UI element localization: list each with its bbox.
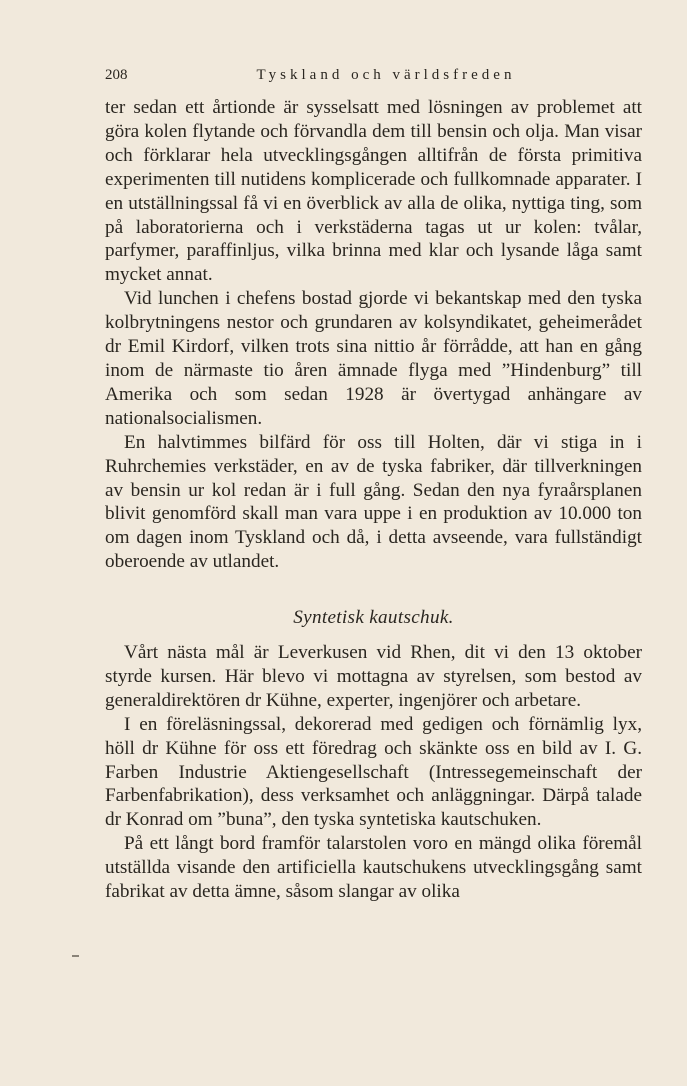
margin-mark bbox=[72, 955, 79, 957]
paragraph: Vårt nästa mål är Leverkusen vid Rhen, dit vi den 13 oktober styrde kursen. Här blevo vi mottagna av styrelsen, som bestod av generaldirektören dr Kühne, experter, ingenjörer och arbetare. bbox=[105, 642, 642, 711]
page-number: 208 bbox=[105, 67, 128, 83]
paragraph: En halvtimmes bilfärd för oss till Holten, där vi stiga in i Ruhrchemies verkstäder, en av de tyska fabriker, där tillverkningen av bensin ur kol redan är i full gång. Sedan den nya fyraårsplanen blivit genomförd skall man vara uppe i en produktion av 10.000 ton om dagen inom Tyskland och då, i detta avseende, vara fullständigt oberoende av utlandet. bbox=[105, 431, 642, 573]
page-header bbox=[105, 64, 643, 86]
running-title: Tyskland och världsfreden bbox=[256, 67, 516, 83]
paragraph: I en föreläsningssal, dekorerad med gedigen och förnämlig lyx, höll dr Kühne för oss ett föredrag och skänkte oss en bild av I. G. Farben Industrie Aktiengesellschaft (Intressegemeinschaft der Farbenfabrikation), dess verksamhet och anläggningar. Därpå talade dr Konrad om ”buna”, den tyska syntetiska kautschuken. bbox=[105, 713, 642, 831]
section-heading: Syntetisk kautschuk. bbox=[293, 607, 454, 629]
page-body bbox=[105, 96, 642, 904]
paragraph: På ett långt bord framför talarstolen voro en mängd olika föremål utställda visande den artificiella kautschukens utvecklingsgång samt fabrikat av detta ämne, såsom slangar av olika bbox=[105, 833, 642, 903]
paragraph: Vid lunchen i chefens bostad gjorde vi bekantskap med den tyska kolbrytningens nestor och grundaren av kolsyndikatet, geheimerådet dr Emil Kirdorf, vilken trots sina nittio år förrådde, att han en gång inom de närmaste tio åren ämnade flyga med ”Hindenburg” till Amerika och som sedan 1928 är övertygad anhängare av nationalsocialismen. bbox=[105, 288, 642, 429]
paragraph: ter sedan ett årtionde är sysselsatt med lösningen av problemet att göra kolen flytande och förvandla dem till bensin och olja. Man visar och förklarar hela utvecklingsgången alltifrån de första primitiva experimenten till nutidens komplicerade och fullkomnade apparater. I en utställningssal få vi en överblick av alla de olika, nyttiga ting, som på laboratorierna och i verkstäderna tagas ut ur kolen: tvålar, parfymer, paraffinljus, vilka brinna med klar och lysande låga samt mycket annat. bbox=[105, 97, 642, 286]
